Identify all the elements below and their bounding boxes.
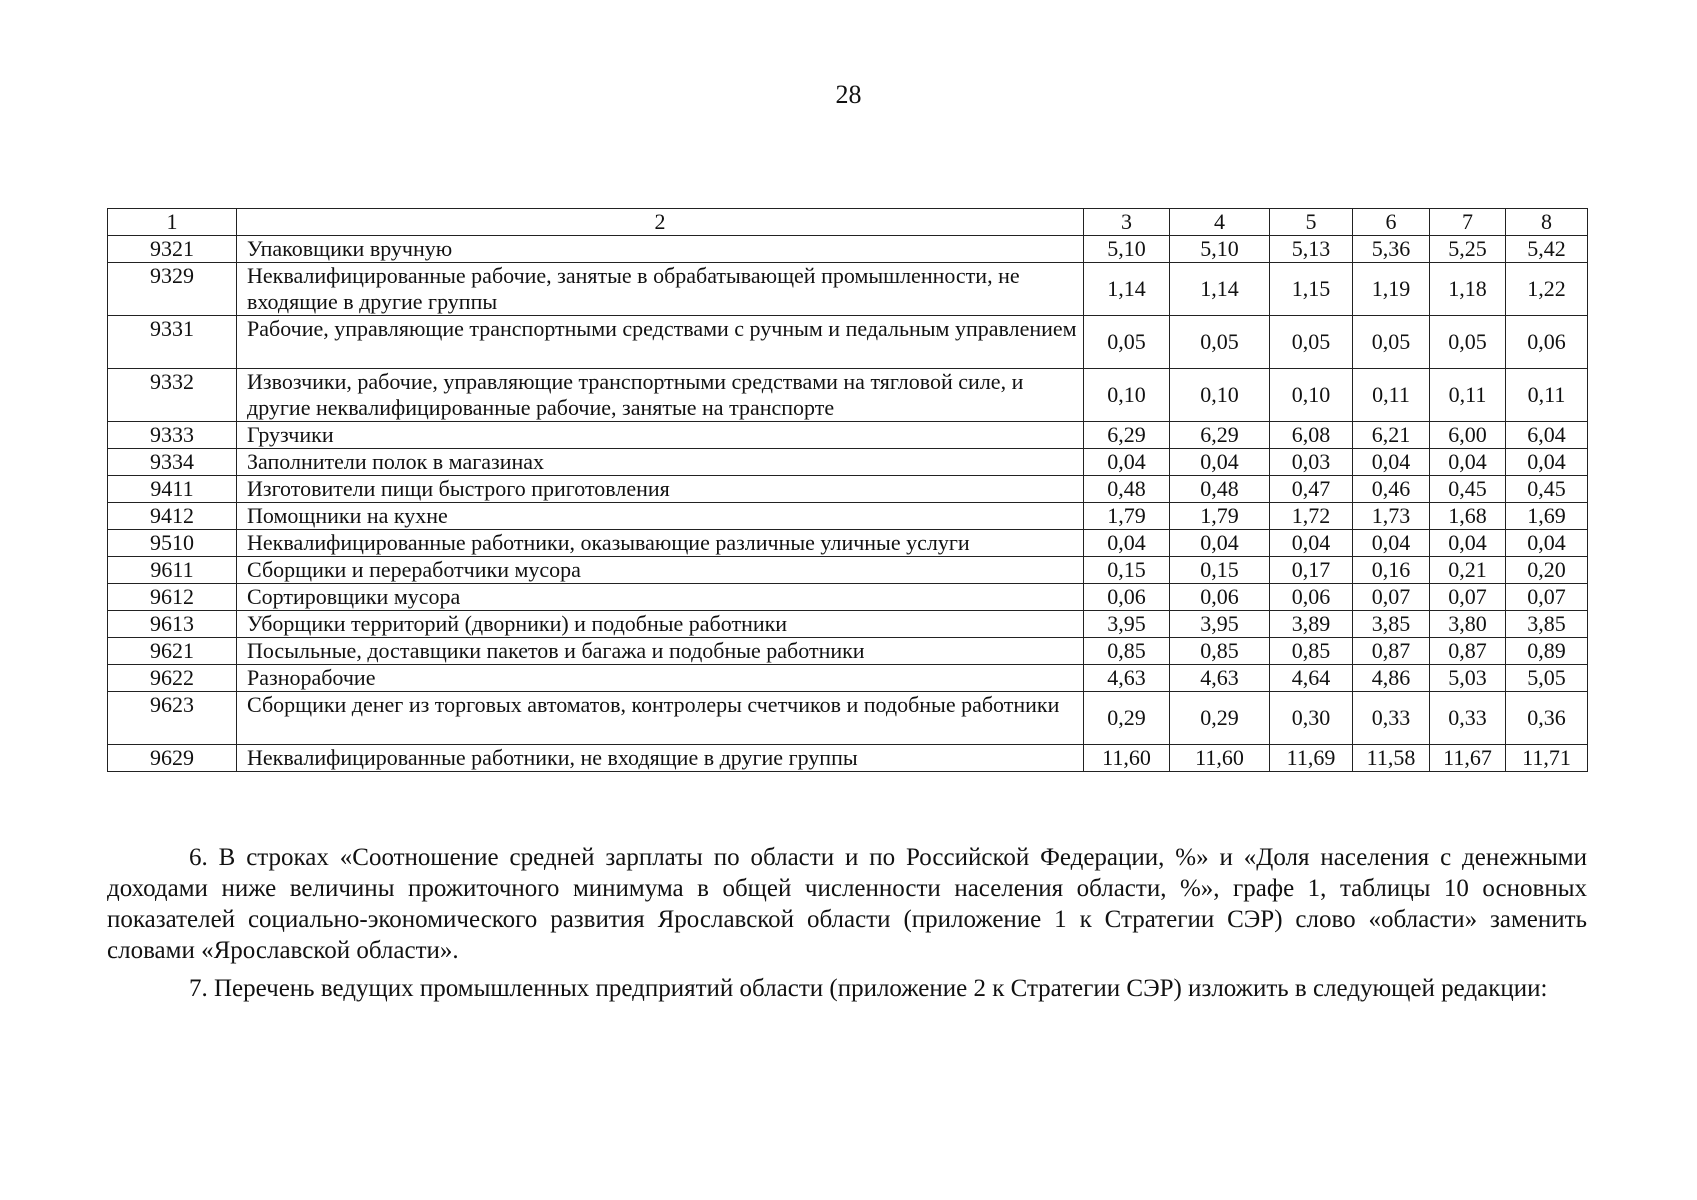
header-cell: 3 (1084, 209, 1170, 236)
row-value-col-3: 0,06 (1084, 584, 1170, 611)
table-row (108, 422, 1588, 449)
occupation-table (107, 208, 1588, 772)
row-value-col-4: 3,95 (1170, 611, 1270, 638)
row-code: 9612 (108, 584, 237, 611)
row-code: 9622 (108, 665, 237, 692)
row-value-col-4: 0,29 (1170, 692, 1270, 745)
row-value-col-8: 11,71 (1506, 745, 1588, 772)
row-value-col-8: 0,36 (1506, 692, 1588, 745)
row-code: 9411 (108, 476, 237, 503)
row-value-col-6: 0,87 (1353, 638, 1430, 665)
row-value-col-5: 1,15 (1270, 263, 1353, 316)
row-name: Помощники на кухне (237, 503, 1084, 530)
table-row (108, 530, 1588, 557)
row-value-col-4: 1,14 (1170, 263, 1270, 316)
row-name: Грузчики (237, 422, 1084, 449)
row-value-col-6: 0,11 (1353, 369, 1430, 422)
row-value-col-8: 5,05 (1506, 665, 1588, 692)
row-name: Сборщики и переработчики мусора (237, 557, 1084, 584)
row-value-col-8: 1,69 (1506, 503, 1588, 530)
row-value-col-7: 11,67 (1430, 745, 1506, 772)
row-value-col-5: 4,64 (1270, 665, 1353, 692)
row-value-col-8: 6,04 (1506, 422, 1588, 449)
row-code: 9611 (108, 557, 237, 584)
header-cell: 5 (1270, 209, 1353, 236)
row-value-col-3: 1,79 (1084, 503, 1170, 530)
row-code: 9629 (108, 745, 237, 772)
row-value-col-5: 0,05 (1270, 316, 1353, 369)
header-cell: 7 (1430, 209, 1506, 236)
page-number: 28 (835, 80, 862, 109)
row-value-col-8: 0,04 (1506, 530, 1588, 557)
row-value-col-5: 0,17 (1270, 557, 1353, 584)
row-name: Уборщики территорий (дворники) и подобные работники (237, 611, 1084, 638)
table-row (108, 476, 1588, 503)
table-row (108, 236, 1588, 263)
row-name: Сортировщики мусора (237, 584, 1084, 611)
paragraph-7: 7. Перечень ведущих промышленных предприятий области (приложение 2 к Стратегии СЭР) изложить в следующей редакции: (189, 975, 1548, 1002)
row-value-col-8: 0,07 (1506, 584, 1588, 611)
row-value-col-5: 0,30 (1270, 692, 1353, 745)
row-value-col-7: 1,18 (1430, 263, 1506, 316)
row-value-col-6: 0,05 (1353, 316, 1430, 369)
row-value-col-7: 5,25 (1430, 236, 1506, 263)
row-value-col-6: 0,16 (1353, 557, 1430, 584)
row-code: 9329 (108, 263, 237, 316)
row-value-col-5: 0,03 (1270, 449, 1353, 476)
paragraph-6: 6. В строках «Соотношение средней зарплаты по области и по Российской Федерации, %» и «Доля населения с денежными доходами ниже величины прожиточного минимума в общей численности населения области, %», графе 1, таблицы 10 основных показателей социально-экономического развития Ярославской области (приложение 1 к Стратегии СЭР) слово «области» заменить словами «Ярославской области». (107, 844, 1587, 964)
table-row (108, 692, 1588, 745)
row-value-col-3: 11,60 (1084, 745, 1170, 772)
table-row (108, 745, 1588, 772)
row-value-col-8: 1,22 (1506, 263, 1588, 316)
row-value-col-5: 6,08 (1270, 422, 1353, 449)
table-row (108, 584, 1588, 611)
header-cell: 6 (1353, 209, 1430, 236)
row-value-col-6: 0,04 (1353, 530, 1430, 557)
table-row (108, 503, 1588, 530)
table-row (108, 263, 1588, 316)
row-code: 9321 (108, 236, 237, 263)
row-value-col-8: 0,20 (1506, 557, 1588, 584)
row-value-col-6: 4,86 (1353, 665, 1430, 692)
header-cell: 4 (1170, 209, 1270, 236)
table-row (108, 638, 1588, 665)
row-value-col-6: 1,19 (1353, 263, 1430, 316)
row-value-col-6: 0,04 (1353, 449, 1430, 476)
row-code: 9621 (108, 638, 237, 665)
row-code: 9334 (108, 449, 237, 476)
row-value-col-4: 0,85 (1170, 638, 1270, 665)
row-value-col-6: 1,73 (1353, 503, 1430, 530)
row-value-col-3: 0,04 (1084, 449, 1170, 476)
row-value-col-4: 1,79 (1170, 503, 1270, 530)
row-value-col-3: 0,05 (1084, 316, 1170, 369)
row-code: 9331 (108, 316, 237, 369)
row-code: 9412 (108, 503, 237, 530)
row-value-col-4: 0,48 (1170, 476, 1270, 503)
row-value-col-7: 0,11 (1430, 369, 1506, 422)
row-name: Неквалифицированные работники, не входящие в другие группы (237, 745, 1084, 772)
row-value-col-3: 6,29 (1084, 422, 1170, 449)
row-name: Упаковщики вручную (237, 236, 1084, 263)
row-code: 9333 (108, 422, 237, 449)
row-value-col-8: 3,85 (1506, 611, 1588, 638)
header-cell: 8 (1506, 209, 1588, 236)
row-value-col-6: 5,36 (1353, 236, 1430, 263)
row-value-col-4: 0,10 (1170, 369, 1270, 422)
row-value-col-5: 0,10 (1270, 369, 1353, 422)
row-value-col-7: 3,80 (1430, 611, 1506, 638)
row-value-col-7: 0,33 (1430, 692, 1506, 745)
row-value-col-6: 0,07 (1353, 584, 1430, 611)
row-code: 9332 (108, 369, 237, 422)
row-value-col-4: 6,29 (1170, 422, 1270, 449)
row-value-col-6: 0,33 (1353, 692, 1430, 745)
row-value-col-7: 0,45 (1430, 476, 1506, 503)
row-value-col-7: 0,05 (1430, 316, 1506, 369)
row-value-col-7: 0,07 (1430, 584, 1506, 611)
row-name: Разнорабочие (237, 665, 1084, 692)
row-value-col-3: 0,15 (1084, 557, 1170, 584)
row-value-col-8: 0,89 (1506, 638, 1588, 665)
row-value-col-8: 0,06 (1506, 316, 1588, 369)
row-value-col-8: 5,42 (1506, 236, 1588, 263)
row-value-col-3: 4,63 (1084, 665, 1170, 692)
row-value-col-4: 11,60 (1170, 745, 1270, 772)
row-value-col-5: 0,47 (1270, 476, 1353, 503)
table-body (108, 209, 1588, 772)
row-value-col-7: 0,04 (1430, 449, 1506, 476)
row-code: 9510 (108, 530, 237, 557)
row-value-col-8: 0,04 (1506, 449, 1588, 476)
row-value-col-5: 5,13 (1270, 236, 1353, 263)
table-row (108, 557, 1588, 584)
header-cell: 1 (108, 209, 237, 236)
row-code: 9613 (108, 611, 237, 638)
row-code: 9623 (108, 692, 237, 745)
row-value-col-8: 0,11 (1506, 369, 1588, 422)
row-value-col-4: 0,15 (1170, 557, 1270, 584)
row-value-col-6: 0,46 (1353, 476, 1430, 503)
row-value-col-7: 0,04 (1430, 530, 1506, 557)
table-row (108, 665, 1588, 692)
row-value-col-7: 0,87 (1430, 638, 1506, 665)
row-value-col-4: 0,04 (1170, 530, 1270, 557)
row-name: Извозчики, рабочие, управляющие транспортными средствами на тягловой силе, и другие неквалифицированные рабочие, занятые на транспорте (237, 369, 1084, 422)
row-value-col-6: 6,21 (1353, 422, 1430, 449)
row-value-col-7: 1,68 (1430, 503, 1506, 530)
row-value-col-3: 5,10 (1084, 236, 1170, 263)
table-header-row (108, 209, 1588, 236)
row-value-col-3: 0,04 (1084, 530, 1170, 557)
row-value-col-3: 3,95 (1084, 611, 1170, 638)
row-value-col-3: 0,85 (1084, 638, 1170, 665)
table-row (108, 611, 1588, 638)
row-name: Рабочие, управляющие транспортными средствами с ручным и педальным управлением (237, 316, 1084, 369)
row-value-col-5: 1,72 (1270, 503, 1353, 530)
row-value-col-6: 3,85 (1353, 611, 1430, 638)
row-value-col-3: 0,10 (1084, 369, 1170, 422)
row-value-col-6: 11,58 (1353, 745, 1430, 772)
row-value-col-7: 0,21 (1430, 557, 1506, 584)
row-value-col-4: 0,04 (1170, 449, 1270, 476)
table-row (108, 316, 1588, 369)
row-name: Неквалифицированные работники, оказывающие различные уличные услуги (237, 530, 1084, 557)
row-name: Сборщики денег из торговых автоматов, контролеры счетчиков и подобные работники (237, 692, 1084, 745)
row-value-col-8: 0,45 (1506, 476, 1588, 503)
row-value-col-4: 5,10 (1170, 236, 1270, 263)
row-name: Изготовители пищи быстрого приготовления (237, 476, 1084, 503)
row-value-col-5: 11,69 (1270, 745, 1353, 772)
row-value-col-4: 0,05 (1170, 316, 1270, 369)
table-row (108, 449, 1588, 476)
row-value-col-5: 0,04 (1270, 530, 1353, 557)
row-value-col-4: 4,63 (1170, 665, 1270, 692)
row-value-col-3: 1,14 (1084, 263, 1170, 316)
row-name: Заполнители полок в магазинах (237, 449, 1084, 476)
row-name: Посыльные, доставщики пакетов и багажа и подобные работники (237, 638, 1084, 665)
row-value-col-5: 0,06 (1270, 584, 1353, 611)
row-name: Неквалифицированные рабочие, занятые в обрабатывающей промышленности, не входящие в другие группы (237, 263, 1084, 316)
header-cell: 2 (237, 209, 1084, 236)
row-value-col-7: 6,00 (1430, 422, 1506, 449)
table-row (108, 369, 1588, 422)
row-value-col-5: 3,89 (1270, 611, 1353, 638)
row-value-col-3: 0,48 (1084, 476, 1170, 503)
row-value-col-5: 0,85 (1270, 638, 1353, 665)
row-value-col-7: 5,03 (1430, 665, 1506, 692)
row-value-col-4: 0,06 (1170, 584, 1270, 611)
row-value-col-3: 0,29 (1084, 692, 1170, 745)
